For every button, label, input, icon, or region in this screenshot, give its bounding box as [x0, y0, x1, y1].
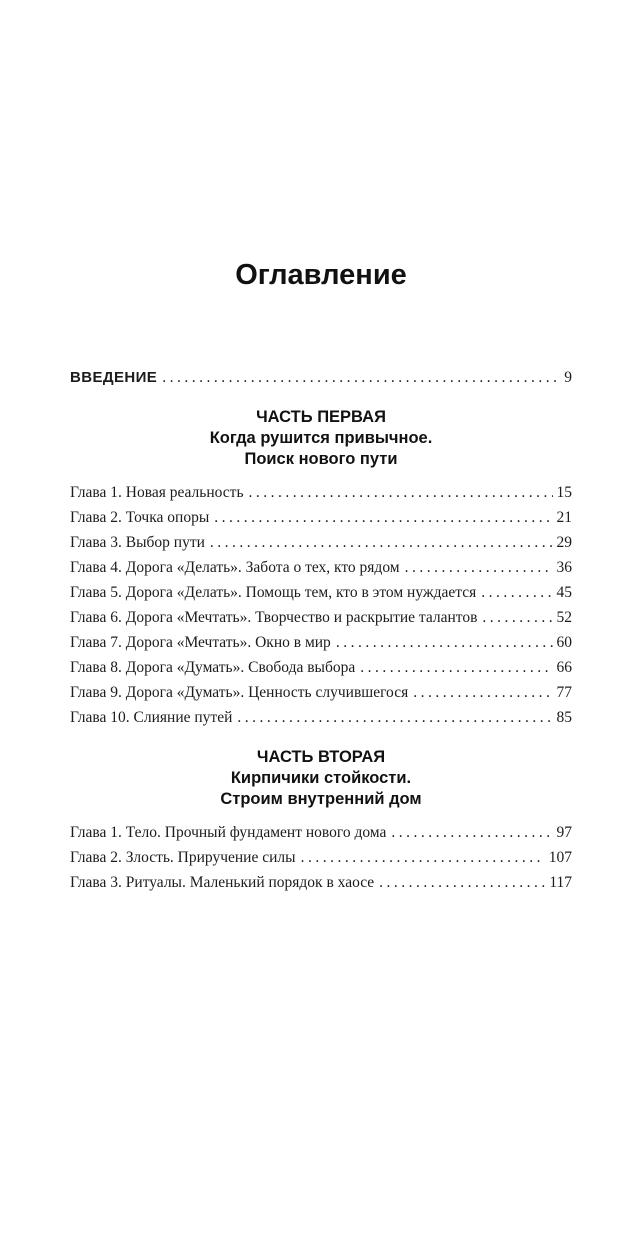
dot-leader: [391, 823, 552, 843]
dot-leader: [237, 708, 552, 728]
toc-entry-title: Глава 2. Точка опоры: [70, 509, 210, 526]
toc-entry-page: 29: [556, 534, 572, 551]
dot-leader: [413, 683, 552, 703]
dot-leader: [360, 658, 552, 678]
toc-entry-page: 15: [556, 484, 572, 501]
part-two-title: ЧАСТЬ ВТОРАЯ: [256, 748, 386, 766]
toc-entry-page: 66: [556, 659, 572, 676]
part-one-chapters: [70, 483, 572, 728]
part-two-heading: [70, 747, 572, 810]
toc-entry-title: Глава 4. Дорога «Делать». Забота о тех, кто рядом: [70, 559, 400, 576]
toc-entry: [70, 823, 572, 843]
toc-entry-title: Глава 3. Ритуалы. Маленький порядок в хаосе: [70, 874, 375, 891]
page-title: Оглавление: [235, 259, 407, 291]
toc-entry-page: 52: [556, 609, 572, 626]
part-one-subtitle-line-1: Когда рушится привычное.: [209, 429, 433, 447]
toc-entry-page: 77: [556, 684, 572, 701]
toc-entry: [70, 873, 572, 893]
toc-entry-title: Глава 7. Дорога «Мечтать». Окно в мир: [70, 634, 331, 651]
part-two-subtitle-line-2: Строим внутренний дом: [220, 790, 422, 808]
dot-leader: [379, 873, 545, 893]
part-two-subtitle-line-1: Кирпичики стойкости.: [230, 769, 412, 787]
toc-entry-title: Глава 10. Слияние путей: [70, 709, 233, 726]
toc-entry: [70, 708, 572, 728]
toc-entry: [70, 658, 572, 678]
dot-leader: [162, 368, 560, 388]
dot-leader: [336, 633, 553, 653]
toc-entry-page: 117: [549, 874, 572, 891]
toc-entry-introduction: [70, 368, 572, 388]
dot-leader: [482, 608, 552, 628]
dot-leader: [301, 848, 545, 868]
toc-entry-page: 9: [564, 369, 572, 386]
toc-entry-page: 107: [548, 849, 572, 866]
toc-entry: [70, 533, 572, 553]
book-page: [0, 258, 644, 1258]
toc-entry-title: Глава 5. Дорога «Делать». Помощь тем, кто в этом нуждается: [70, 584, 477, 601]
toc-entry: [70, 508, 572, 528]
toc-entry-page: 36: [556, 559, 572, 576]
toc-entry: [70, 683, 572, 703]
toc-entry-title: ВВЕДЕНИЕ: [70, 369, 158, 386]
toc-entry: [70, 558, 572, 578]
dot-leader: [249, 483, 553, 503]
toc-entry-page: 97: [556, 824, 572, 841]
table-of-contents: [70, 368, 572, 893]
toc-entry: [70, 483, 572, 503]
toc-entry: [70, 608, 572, 628]
part-two-chapters: [70, 823, 572, 893]
toc-entry-page: 85: [556, 709, 572, 726]
toc-entry-title: Глава 9. Дорога «Думать». Ценность случившегося: [70, 684, 409, 701]
toc-entry-title: Глава 3. Выбор пути: [70, 534, 205, 551]
toc-entry: [70, 633, 572, 653]
toc-entry-title: Глава 1. Тело. Прочный фундамент нового дома: [70, 824, 387, 841]
dot-leader: [214, 508, 552, 528]
dot-leader: [481, 583, 552, 603]
toc-entry-page: 21: [556, 509, 572, 526]
toc-entry-page: 60: [556, 634, 572, 651]
toc-entry: [70, 583, 572, 603]
toc-entry: [70, 848, 572, 868]
part-one-title: ЧАСТЬ ПЕРВАЯ: [256, 408, 386, 426]
dot-leader: [210, 533, 553, 553]
toc-entry-page: 45: [556, 584, 572, 601]
dot-leader: [405, 558, 553, 578]
part-one-heading: [70, 407, 572, 470]
part-one-subtitle-line-2: Поиск нового пути: [244, 450, 398, 468]
toc-entry-title: Глава 1. Новая реальность: [70, 484, 244, 501]
toc-entry-title: Глава 2. Злость. Приручение силы: [70, 849, 296, 866]
toc-entry-title: Глава 6. Дорога «Мечтать». Творчество и раскрытие талантов: [70, 609, 478, 626]
toc-entry-title: Глава 8. Дорога «Думать». Свобода выбора: [70, 659, 356, 676]
